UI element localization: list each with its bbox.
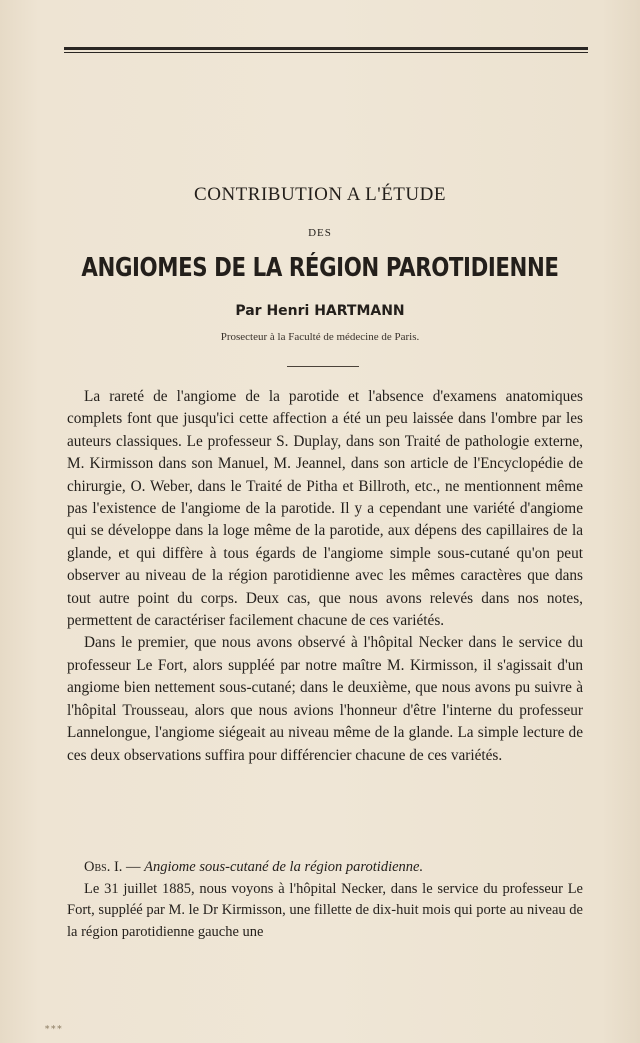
article-body	[67, 386, 583, 767]
observation-heading	[67, 857, 583, 879]
des-heading: DES	[308, 227, 332, 239]
observation-title: Angiome sous-cutané de la région parotidienne.	[144, 859, 424, 875]
section-divider	[287, 366, 359, 367]
article-title: ANGIOMES DE LA RÉGION PAROTIDIENNE	[81, 253, 559, 283]
observation-text: Le 31 juillet 1885, nous voyons à l'hôpital Necker, dans le service du professeur Le Fort, suppléé par M. le Dr Kirmisson, une fillette de dix-huit mois qui porte au niveau de la région parotidienne gauche une	[67, 880, 583, 940]
author-affiliation: Prosecteur à la Faculté de médecine de Paris.	[220, 331, 420, 343]
contribution-heading: CONTRIBUTION A L'ÉTUDE	[194, 184, 446, 205]
top-rule	[64, 47, 588, 53]
paragraph-2: Dans le premier, que nous avons observé à l'hôpital Necker dans le service du professeur Le Fort, alors suppléé par notre maître M. Kirmisson, il s'agissait d'un angiome bien nettement sous-cutané; dans le deuxième, que nous avons pu suivre à l'hôpital Trousseau, alors que nous avions l'honneur d'être l'interne du professeur Lannelongue, l'angiome siégeait au niveau même de la glande. La simple lecture de ces deux observations suffira pour différencier chacune de ces variétés.	[67, 634, 583, 764]
observation-section	[67, 857, 583, 943]
library-stamp: ∗∗∗	[44, 1022, 63, 1032]
observation-dash: —	[122, 859, 145, 875]
observation-label: Obs. I.	[84, 859, 123, 875]
author-line: Par Henri HARTMANN	[235, 303, 405, 319]
paragraph-1: La rareté de l'angiome de la parotide et l'absence d'examens anatomiques complets font que jusqu'ici cette affection a été un peu laissée dans l'ombre par les auteurs classiques. Le professeur S. Duplay, dans son Traité de pathologie externe, M. Kirmisson dans son Manuel, M. Jeannel, dans son article de l'Encyclopédie de chirurgie, O. Weber, dans le Traité de Pitha et Billroth, etc., ne mentionnent même pas l'existence de l'angiome de la parotide. Il y a cependant une variété d'angiome qui se développe dans la loge même de la parotide, aux dépens des capillaires de la glande, et qui diffère à tous égards de l'angiome simple sous-cutané qu'on peut observer au niveau de la région parotidienne avec les mêmes caractères que dans tout autre point du corps. Deux cas, que nous avons relevés dans nos notes, permettent de caractériser facilement chacune de ces variétés.	[67, 388, 583, 630]
